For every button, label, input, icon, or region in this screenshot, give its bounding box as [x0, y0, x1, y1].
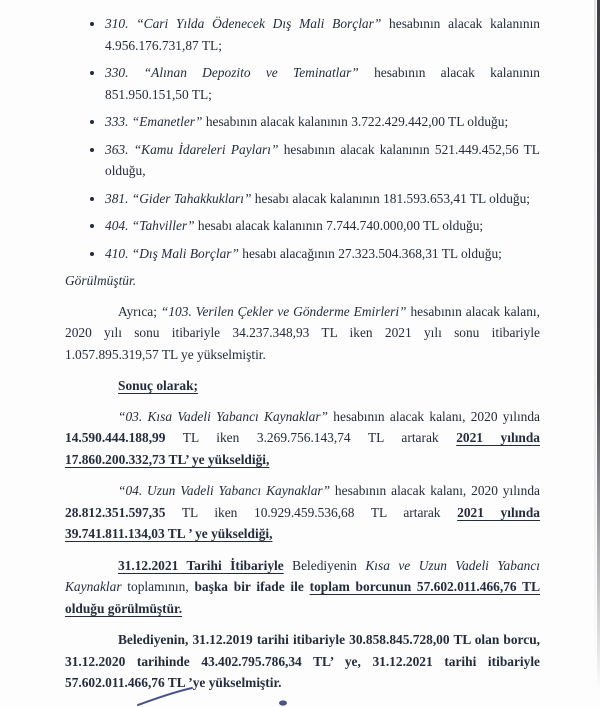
gorulmustur-line: Görülmüştür.: [65, 273, 137, 288]
amount-2020: 28.812.351.597,35: [65, 504, 166, 520]
account-balance-text: hesabı alacak kalanının 181.593.653,41 TL olduğu;: [251, 190, 530, 206]
total-debt-highlight: olduğu görülmüştür.: [65, 600, 183, 616]
account-title: 410. “Dış Mali Borçlar”: [105, 245, 239, 261]
account-title: 310. “Cari Yılda Ödenecek Dış Mali Borçlar”: [105, 16, 382, 31]
ayrica-paragraph: [65, 301, 540, 366]
list-item: [105, 188, 540, 210]
account-balance-text: hesabının alacak kalanının 521.449.452,56 TL olduğu,: [105, 141, 540, 178]
account-title: “04. Uzun Vadeli Yabancı Kaynaklar”: [118, 483, 331, 498]
account-balance-text: hesabı alacak kalanının 7.744.740.000,00 TL olduğu;: [194, 218, 484, 233]
paragraph-text: TL iken 3.269.756.143,74 TL artarak: [165, 430, 457, 445]
photo-edge-highlight: [594, 0, 596, 680]
date-highlight: 31.12.2021 Tarihi İtibariyle: [118, 557, 284, 573]
account-balance-text: hesabının alacak kalanının 4.956.176.731,87 TL;: [105, 16, 540, 53]
paragraph-text: hesabının alacak kalanı, 2020 yılında: [330, 483, 540, 498]
list-item: [105, 243, 540, 265]
account-title: 363. “Kamu İdareleri Payları”: [105, 141, 279, 157]
paragraph-text: hesabının alacak kalanı, 2020 yılında: [328, 408, 540, 424]
heading-text: Sonuç olarak;: [118, 378, 198, 393]
paragraph-text: Belediyenin: [283, 557, 366, 573]
list-item: [105, 215, 540, 237]
paragraph-text: TL iken 10.929.459.536,68 TL artarak: [165, 504, 458, 520]
account-title: “03. Kısa Vadeli Yabancı Kaynaklar”: [118, 408, 329, 424]
list-item: [105, 62, 540, 105]
paragraph-text: Ayrıca;: [118, 303, 161, 319]
total-debt-paragraph: [65, 555, 540, 620]
amount-2021-highlight: 2021 yılında 39.741.811.134,03 TL ’ ye yükseldiği,: [65, 504, 541, 541]
signature-dot-icon: [279, 700, 287, 705]
list-item: [105, 13, 540, 56]
account-balance-text: hesabının alacak kalanının 3.722.429.442,00 TL olduğu;: [202, 114, 509, 129]
account-title: “103. Verilen Çekler ve Gönderme Emirleri”: [160, 303, 407, 319]
debt-history-paragraph: Belediyenin, 31.12.2019 tarihi itibariyle 30.858.845.728,00 TL olan borcu, 31.12.2020 tarihinde 43.402.795.786,34 TL’ ye, 31.12.2021 tarihi itibariyle 57.602.011.466,76 TL ’ye yükselmiştir.: [65, 632, 540, 690]
account-balance-text: hesabı alacağının 27.323.504.368,31 TL olduğu;: [238, 245, 502, 261]
paragraph-text: hesabının alacak kalanı, 2020 yılı sonu itibariyle 34.237.348,93 TL iken 2021 yılı sonu itibariyle 1.057.895.319,57 TL ye yükselmiştir.: [65, 303, 540, 362]
signature-stroke-icon: [138, 688, 192, 705]
emphasis-text: başka bir ifade ile: [194, 579, 310, 594]
list-item: [105, 139, 540, 182]
paragraph-text: toplamının,: [121, 579, 195, 594]
short-term-liabilities-paragraph: [65, 406, 540, 471]
account-title: 381. “Gider Tahakkukları”: [105, 190, 252, 206]
long-term-liabilities-paragraph: [65, 480, 540, 545]
account-title: 333. “Emanetler”: [105, 114, 203, 129]
amount-2020: 14.590.444.188,99: [65, 430, 166, 445]
total-debt-highlight: toplam borcunun 57.602.011.466,76 TL: [309, 579, 541, 594]
signature-mark: [0, 677, 600, 707]
account-balance-list: [65, 13, 540, 264]
account-title: 404. “Tahviller”: [105, 218, 195, 233]
account-title: 330. “Alınan Depozito ve Teminatlar”: [105, 65, 359, 80]
amount-2021-highlight: 2021 yılında 17.860.200.332,73 TL’ ye yükseldiği,: [65, 430, 541, 467]
list-item: [105, 111, 540, 133]
sonuc-heading: [65, 375, 540, 397]
account-balance-text: hesabının alacak kalanının 851.950.151,50 TL;: [105, 65, 540, 102]
account-title: Kısa ve Uzun Vadeli Yabancı Kaynaklar: [65, 557, 541, 594]
